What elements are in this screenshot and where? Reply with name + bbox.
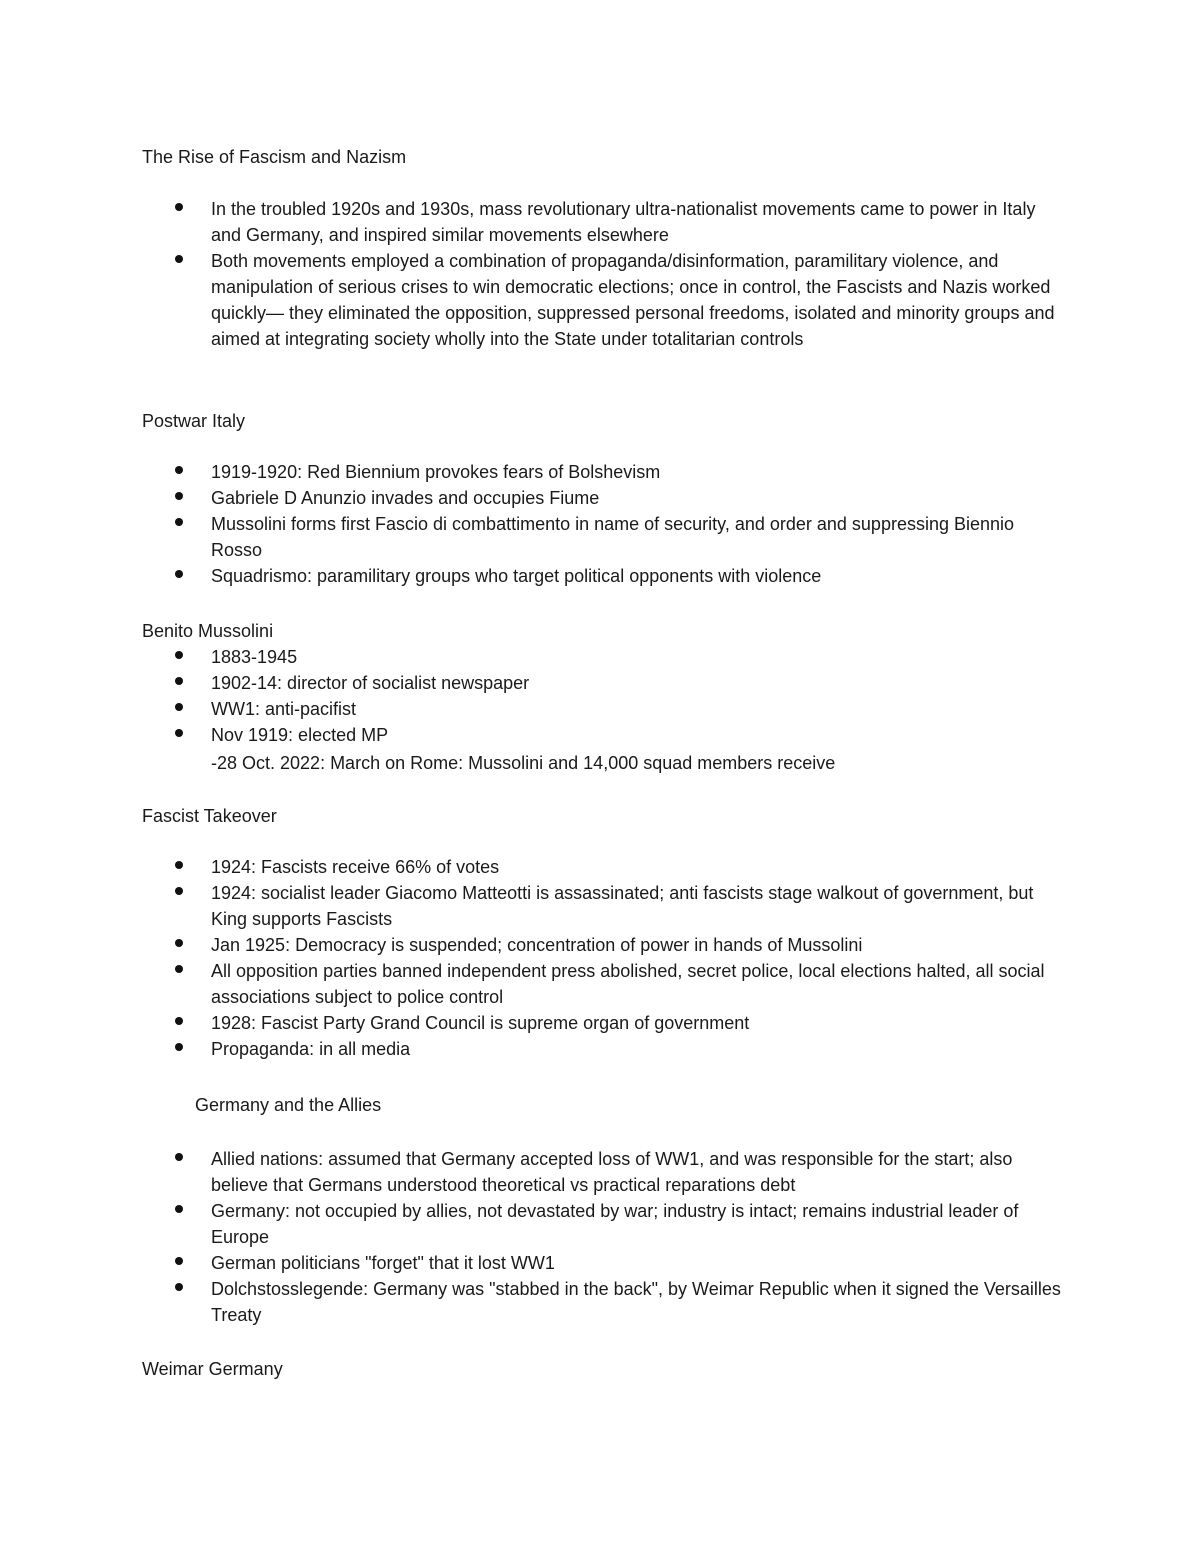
list-item-text: Germany: not occupied by allies, not devastated by war; industry is intact; remains industrial leader of Europe: [211, 1201, 1019, 1247]
intro-bullet-list: [0, 196, 1200, 352]
list-item: [0, 1036, 1061, 1062]
list-item: [0, 1198, 1061, 1250]
list-item: [0, 459, 1061, 485]
list-item: [0, 485, 1061, 511]
bullet-icon: [175, 492, 183, 500]
bullet-icon: [175, 1153, 183, 1161]
bullet-icon: [175, 729, 183, 737]
list-item-text: 1902-14: director of socialist newspaper: [211, 673, 530, 693]
list-item-text: Nov 1919: elected MP: [211, 725, 389, 745]
list-item: [0, 563, 1061, 589]
list-item: [0, 1276, 1061, 1328]
list-item-text: All opposition parties banned independent press abolished, secret police, local elections halted, all social associations subject to police control: [211, 961, 1045, 1007]
bullet-icon: [175, 203, 183, 211]
germany-allies-bullet-list: [0, 1146, 1200, 1328]
list-item: [0, 1146, 1061, 1198]
list-item-text: Propaganda: in all media: [211, 1039, 411, 1059]
list-item: [0, 880, 1061, 932]
list-item: [0, 644, 1061, 670]
list-item-text: Squadrismo: paramilitary groups who target political opponents with violence: [211, 566, 822, 586]
bullet-icon: [175, 861, 183, 869]
section-heading-weimar: Weimar Germany: [142, 1359, 283, 1379]
section-heading-postwar-italy: Postwar Italy: [142, 411, 246, 431]
list-item-text: German politicians "forget" that it lost WW1: [211, 1253, 555, 1273]
bullet-icon: [175, 677, 183, 685]
list-item: [0, 1250, 1061, 1276]
list-item: [0, 854, 1061, 880]
list-item-text: WW1: anti-pacifist: [211, 699, 357, 719]
section-heading-fascist-takeover: Fascist Takeover: [142, 806, 277, 826]
list-item-text: Mussolini forms first Fascio di combattimento in name of security, and order and suppressing Biennio Rosso: [211, 514, 1015, 560]
bullet-icon: [175, 466, 183, 474]
list-item-text: 1924: Fascists receive 66% of votes: [211, 857, 500, 877]
bullet-icon: [175, 1043, 183, 1051]
list-item: [0, 670, 1061, 696]
section-heading-germany-allies: Germany and the Allies: [195, 1095, 382, 1115]
fascist-takeover-bullet-list: [0, 854, 1200, 1062]
list-item-text: 1928: Fascist Party Grand Council is supreme organ of government: [211, 1013, 750, 1033]
bullet-icon: [175, 1205, 183, 1213]
list-item-text: Gabriele D Anunzio invades and occupies Fiume: [211, 488, 600, 508]
list-item-text: Allied nations: assumed that Germany accepted loss of WW1, and was responsible for the start; also believe that Germans understood theoretical vs practical reparations debt: [211, 1149, 1013, 1195]
list-item: [0, 932, 1061, 958]
bullet-icon: [175, 651, 183, 659]
bullet-icon: [175, 965, 183, 973]
bullet-icon: [175, 570, 183, 578]
list-item: [0, 958, 1061, 1010]
document-title: The Rise of Fascism and Nazism: [142, 147, 407, 167]
mussolini-continuation-text: -28 Oct. 2022: March on Rome: Mussolini and 14,000 squad members receive: [211, 753, 836, 773]
list-item-text: Both movements employed a combination of propaganda/disinformation, paramilitary violence, and manipulation of serious crises to win democratic elections; once in control, the Fascists and Nazis worked quickly— they eliminated the opposition, suppressed personal freedoms, isolated and minority groups and aimed at integrating society wholly into the State under totalitarian controls: [211, 251, 1055, 349]
list-item-text: Jan 1925: Democracy is suspended; concentration of power in hands of Mussolini: [211, 935, 863, 955]
mussolini-bullet-list: [0, 644, 1200, 748]
list-item-text: Dolchstosslegende: Germany was "stabbed in the back", by Weimar Republic when it signed the Versailles Treaty: [211, 1279, 1061, 1325]
list-item-text: 1924: socialist leader Giacomo Matteotti is assassinated; anti fascists stage walkout of government, but King supports Fascists: [211, 883, 1034, 929]
list-item: [0, 722, 1061, 748]
bullet-icon: [175, 1257, 183, 1265]
bullet-icon: [175, 703, 183, 711]
bullet-icon: [175, 887, 183, 895]
list-item: [0, 1010, 1061, 1036]
bullet-icon: [175, 1017, 183, 1025]
list-item-text: 1883-1945: [211, 647, 298, 667]
list-item: [0, 696, 1061, 722]
list-item: [0, 248, 1061, 352]
bullet-icon: [175, 1283, 183, 1291]
list-item: [0, 511, 1061, 563]
list-item-text: In the troubled 1920s and 1930s, mass revolutionary ultra-nationalist movements came to power in Italy and Germany, and inspired similar movements elsewhere: [211, 199, 1036, 245]
bullet-icon: [175, 255, 183, 263]
section-heading-mussolini: Benito Mussolini: [142, 621, 274, 641]
list-item-text: 1919-1920: Red Biennium provokes fears of Bolshevism: [211, 462, 661, 482]
list-item: [0, 196, 1061, 248]
bullet-icon: [175, 518, 183, 526]
postwar-italy-bullet-list: [0, 459, 1200, 589]
bullet-icon: [175, 939, 183, 947]
